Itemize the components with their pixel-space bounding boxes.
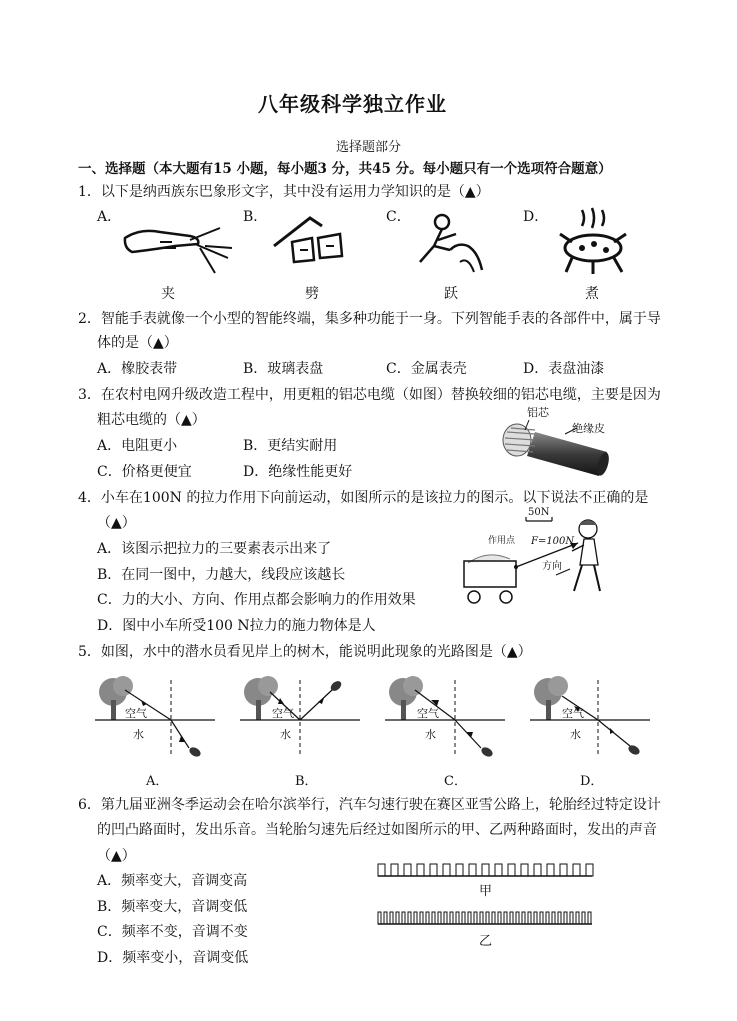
refraction-diagram-d: [530, 676, 650, 756]
force-scale-label: 50N: [528, 507, 550, 518]
q4-stem-line2: （▲）: [97, 515, 136, 531]
q1-stem: 1．以下是纳西族东巴象形文字，其中没有运用力学知识的是（▲）: [78, 184, 490, 200]
q5-c-air-label: 空气: [417, 707, 439, 720]
dongba-zhu-glyph: [552, 206, 634, 276]
dongba-pi-glyph: [270, 212, 350, 274]
force-value-label: F=100N: [531, 536, 575, 547]
refraction-diagram-a: [95, 676, 215, 756]
q4-option-d: D．图中小车所受100 N拉力的施力物体是人: [97, 618, 376, 634]
cable-core-label: 铝芯: [527, 406, 549, 419]
page-subtitle: 选择题部分: [336, 140, 402, 155]
q5-d-air-label: 空气: [562, 707, 584, 720]
q3-stem-line2: 粗芯电缆的（▲）: [97, 412, 206, 428]
q1-option-d-label: D．: [523, 209, 549, 225]
q6-stem-line3: （▲）: [97, 848, 136, 864]
road-surface-jia: [378, 864, 593, 876]
dongba-jia-glyph: [120, 218, 235, 276]
q4-option-c: C．力的大小、方向、作用点都会影响力的作用效果: [97, 592, 416, 608]
cable-insulation-label: 绝缘皮: [572, 422, 605, 435]
q5-c-water-label: 水: [425, 728, 436, 741]
force-point-label: 作用点: [488, 536, 516, 546]
q2-option-b: B．玻璃表盘: [243, 361, 324, 377]
q5-a-air-label: 空气: [125, 707, 147, 720]
q1-caption-a: 夹: [161, 286, 175, 302]
force-direction-label: 方向: [542, 561, 562, 572]
q1-option-b-label: B．: [243, 209, 268, 225]
road-label-jia: 甲: [479, 884, 493, 899]
q3-option-b: B．更结实耐用: [243, 438, 338, 454]
q3-option-d: D．绝缘性能更好: [243, 464, 353, 480]
q4-option-b: B．在同一图中，力越大，线段应该越长: [97, 567, 346, 583]
q3-option-c: C．价格更便宜: [97, 464, 192, 480]
dongba-yue-glyph: [412, 212, 492, 278]
q2-option-a: A．橡胶表带: [97, 361, 178, 377]
q1-caption-b: 劈: [305, 286, 319, 302]
q6-stem-line1: 6．第九届亚洲冬季运动会在哈尔滨举行，汽车匀速行驶在赛区亚雪公路上，轮胎经过特定设计: [78, 797, 661, 813]
road-surface-yi: [378, 912, 592, 924]
q5-stem: 5．如图，水中的潜水员看见岸上的树木，能说明此现象的光路图是（▲）: [78, 644, 532, 660]
q6-option-d: D．频率变小，音调变低: [97, 950, 249, 966]
page-title: 八年级科学独立作业: [258, 92, 447, 116]
q6-option-c: C．频率不变，音调不变: [97, 924, 248, 940]
q1-caption-c: 跃: [444, 286, 458, 302]
q2-option-c: C．金属表壳: [386, 361, 467, 377]
q5-option-b-label: B．: [295, 774, 318, 789]
q1-option-a-label: A．: [97, 209, 122, 225]
refraction-diagram-b: [240, 676, 360, 756]
q5-b-air-label: 空气: [272, 707, 294, 720]
q2-stem-line1: 2．智能手表就像一个小型的智能终端，集多种功能于一身。下列智能手表的各部件中，属于导: [78, 311, 661, 327]
q4-option-a: A．该图示把拉力的三要素表示出来了: [97, 541, 332, 557]
q5-d-water-label: 水: [570, 728, 581, 741]
q5-option-a-label: A．: [146, 774, 169, 789]
cable-illustration: [495, 404, 615, 480]
section-heading: 一、选择题（本大题有15 小题，每小题3 分，共45 分。每小题只有一个选项符合题意）: [78, 161, 612, 177]
q2-stem-line2: 体的是（▲）: [97, 335, 178, 351]
q6-option-b: B．频率变大，音调变低: [97, 899, 248, 915]
q5-option-c-label: C．: [444, 774, 467, 789]
q3-stem-line1: 3．在农村电网升级改造工程中，用更粗的铝芯电缆（如图）替换较细的铝芯电缆，主要是因为: [78, 387, 661, 403]
q2-option-d: D．表盘油漆: [523, 361, 605, 377]
q3-option-a: A．电阻更小: [97, 438, 178, 454]
q4-stem-line1: 4．小车在100N 的拉力作用下向前运动，如图所示的是该拉力的图示。以下说法不正确的是: [78, 490, 649, 506]
road-label-yi: 乙: [479, 934, 493, 949]
q6-option-a: A．频率变大，音调变高: [97, 873, 248, 889]
q1-caption-d: 煮: [585, 286, 599, 302]
force-diagram: [460, 505, 610, 607]
q5-b-water-label: 水: [280, 728, 291, 741]
q1-option-c-label: C．: [386, 209, 411, 225]
q5-option-d-label: D．: [580, 774, 604, 789]
q6-stem-line2: 的凹凸路面时，发出乐音。当轮胎匀速先后经过如图所示的甲、乙两种路面时，发出的声音: [97, 822, 657, 838]
refraction-diagram-c: [385, 676, 505, 756]
q5-a-water-label: 水: [133, 728, 144, 741]
